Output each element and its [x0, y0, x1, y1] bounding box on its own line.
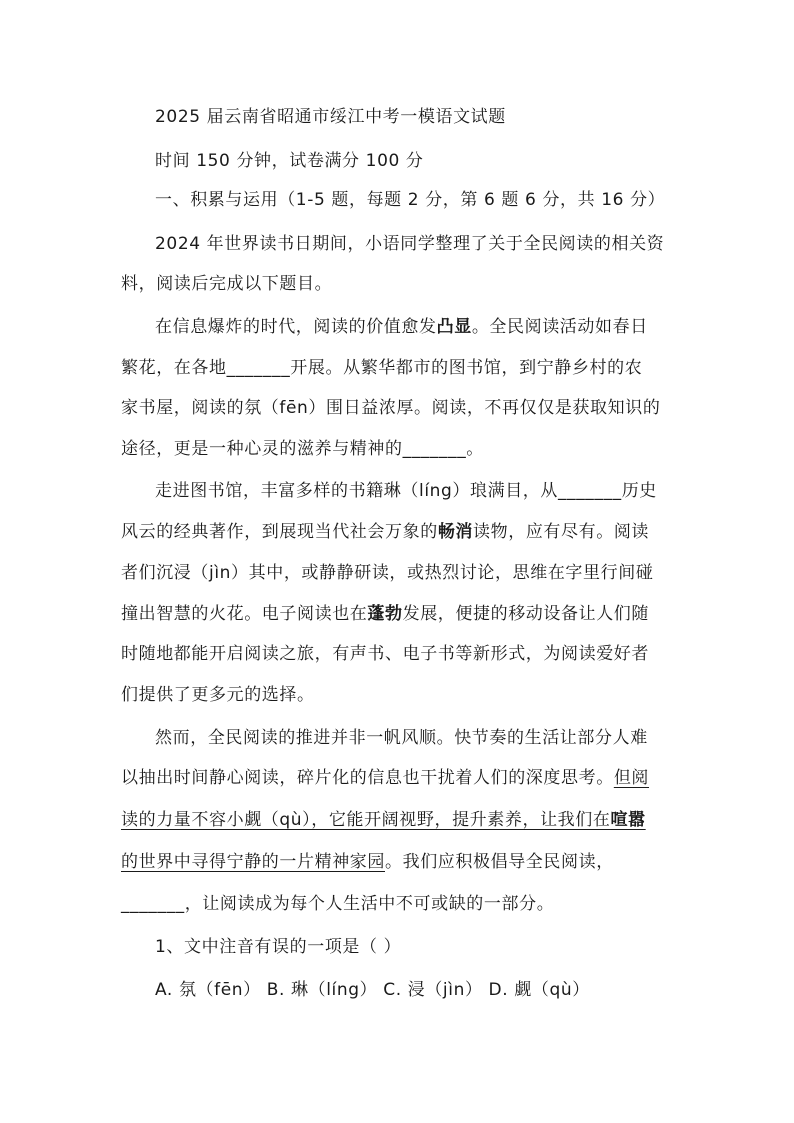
exam-time-info: 时间 150 分钟，试卷满分 100 分 [155, 151, 424, 171]
bold-term: 凸显 [436, 317, 472, 337]
para2-line-3: 者们沉浸（jìn）其中，或静静研读，或热烈讨论，思维在字里行间碰 [121, 563, 654, 583]
underlined-sentence: 读的力量不容小觑（qù），它能开阔视野，提升素养，让我们在 [121, 810, 611, 830]
para2-line-4 [121, 603, 649, 625]
para2-line-5: 时随地都能开启阅读之旅，有声书、电子书等新形式，为阅读爱好者 [121, 644, 649, 664]
text-run: 。我们应积极倡导全民阅读， [385, 852, 614, 872]
para3-line-3 [121, 809, 646, 831]
para2-line-1: 走进图书馆，丰富多样的书籍琳（líng）琅满目，从_______历史 [155, 481, 657, 501]
intro-line-1: 2024 年世界读书日期间，小语同学整理了关于全民阅读的相关资 [155, 234, 665, 254]
text-run: 。全民阅读活动如春日 [471, 317, 648, 337]
intro-line-2: 料，阅读后完成以下题目。 [121, 274, 333, 294]
para2-line-2 [121, 521, 649, 543]
underlined-sentence: 但阅 [613, 768, 650, 788]
question-1-stem: 1、文中注音有误的一项是（ ） [155, 937, 402, 957]
text-run: 撞出智慧的火花。电子阅读也在 [121, 604, 368, 624]
para3-line-4 [121, 851, 614, 873]
bold-term: 喧嚣 [610, 810, 646, 830]
section-heading: 一、积累与运用（1-5 题，每题 2 分，第 6 题 6 分，共 16 分） [155, 190, 666, 210]
para1-line-4: 途径，更是一种心灵的滋养与精神的_______。 [121, 439, 484, 459]
text-run: 风云的经典著作，到展现当代社会万象的 [121, 522, 438, 542]
underlined-sentence: 的世界中寻得宁静的一片精神家园 [121, 852, 385, 872]
bold-term: 畅消 [437, 522, 474, 542]
para2-line-6: 们提供了更多元的选择。 [121, 685, 315, 705]
text-run: 发展，便捷的移动设备让人们随 [402, 604, 650, 624]
bold-term: 蓬勃 [367, 604, 403, 624]
para1-line-1 [155, 316, 648, 338]
para3-line-5: _______，让阅读成为每个人生活中不可或缺的一部分。 [121, 894, 555, 914]
exam-title: 2025 届云南省昭通市绥江中考一模语文试题 [155, 107, 506, 127]
para1-line-2: 繁花，在各地_______开展。从繁华都市的图书馆，到宁静乡村的农 [121, 358, 643, 378]
para3-line-2 [121, 767, 649, 789]
text-run: 读物，应有尽有。阅读 [473, 522, 650, 542]
text-run: 在信息爆炸的时代，阅读的价值愈发 [155, 317, 437, 337]
para3-line-1: 然而，全民阅读的推进并非一帆风顺。快节奏的生活让部分人难 [155, 728, 648, 748]
question-1-options: A. 氛（fēn） B. 琳（líng） C. 浸（jìn） D. 觑（qù） [155, 980, 590, 1000]
text-run: 以抽出时间静心阅读，碎片化的信息也干扰着人们的深度思考。 [121, 768, 614, 788]
para1-line-3: 家书屋，阅读的氛（fēn）围日益浓厚。阅读，不再仅仅是获取知识的 [121, 398, 661, 418]
